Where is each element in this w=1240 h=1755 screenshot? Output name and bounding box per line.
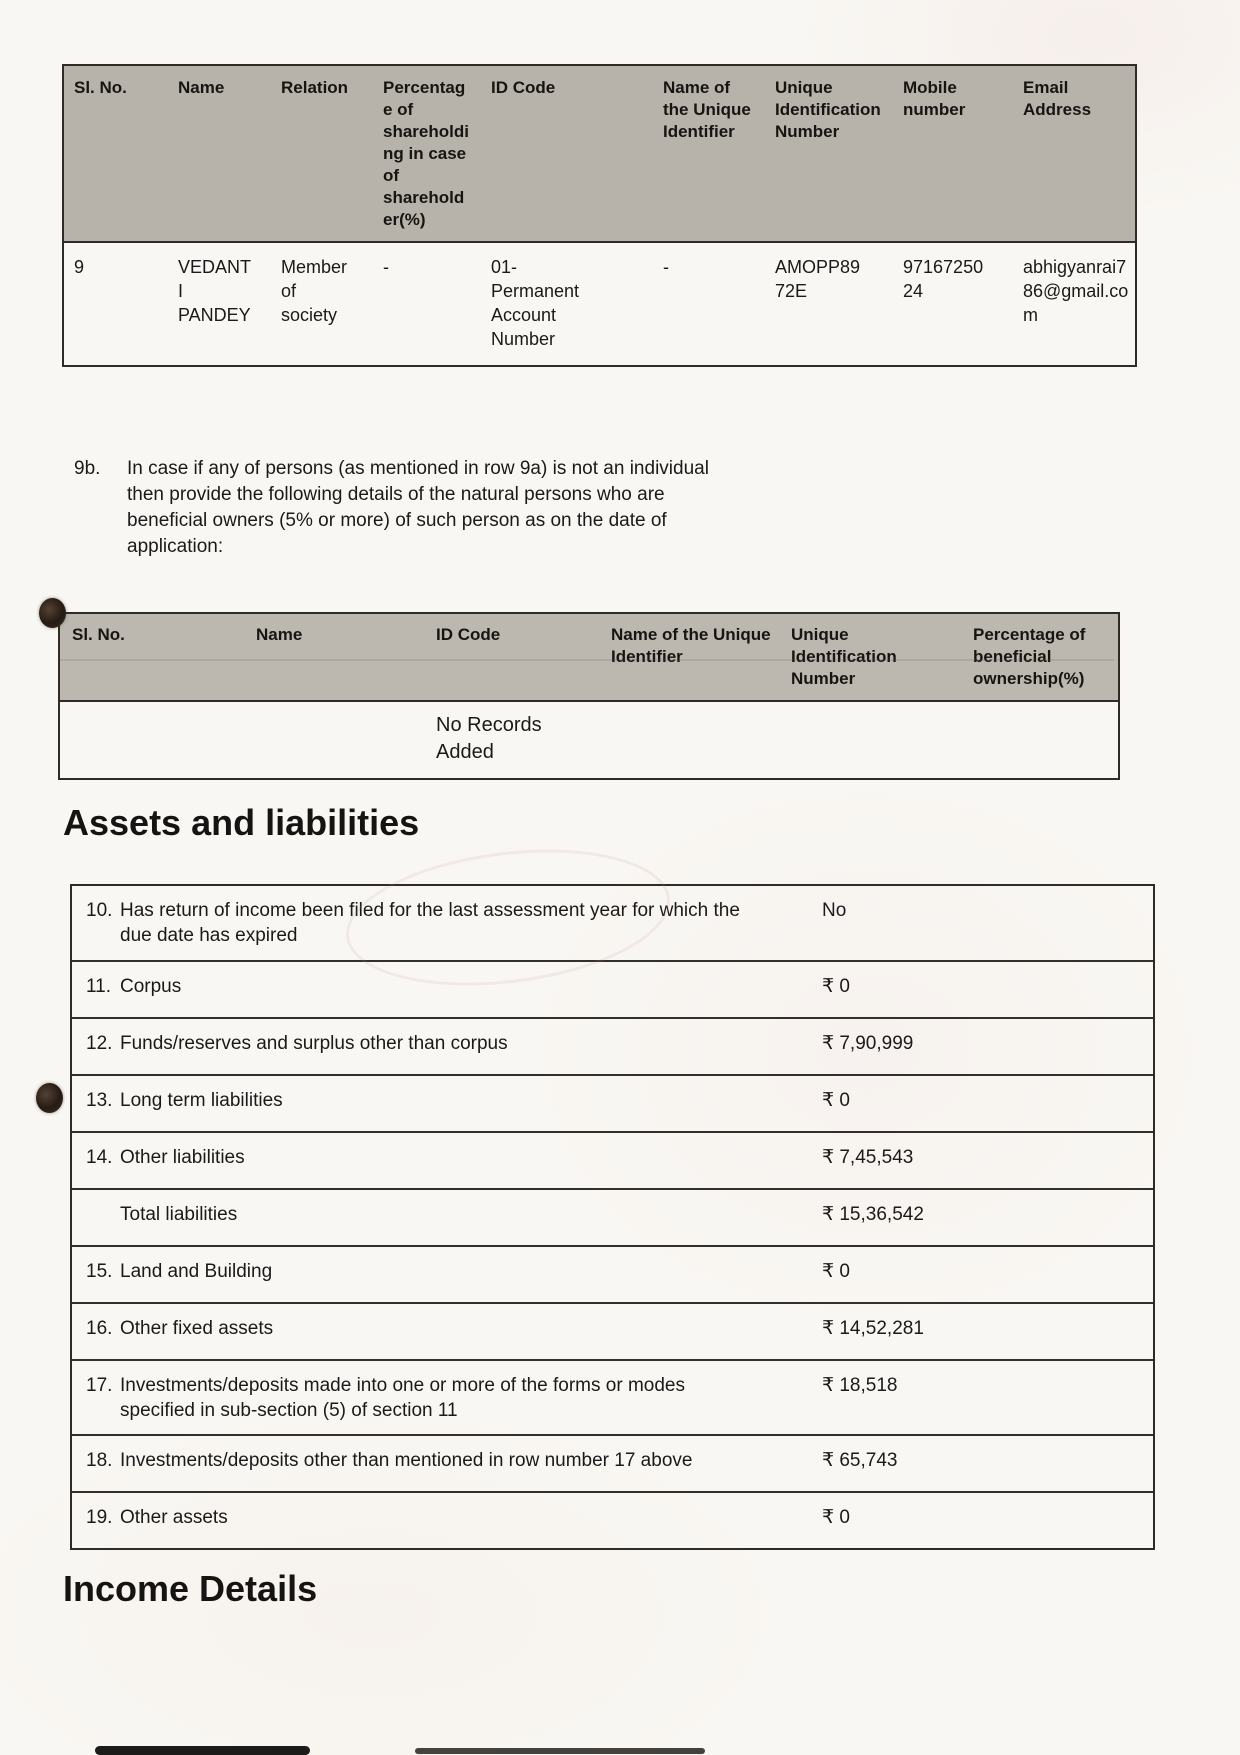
beneficial-owners-table [58, 612, 1120, 780]
question-9b [74, 456, 774, 560]
question-9b-number: 9b. [74, 458, 101, 479]
empty-cell [599, 701, 779, 779]
column-header-sl-no: Sl. No. [59, 613, 244, 701]
assets-row-12 [72, 1019, 1153, 1076]
member-row-9 [63, 242, 1136, 366]
row-label: Investments/deposits other than mentioned in row number 17 above [120, 1450, 693, 1471]
empty-cell [244, 701, 424, 779]
cell-sl-no: 9 [74, 257, 85, 277]
question-9b-text: In case if any of persons (as mentioned in row 9a) is not an individual then provide the following details of the natural persons who are beneficial owners (5% or more) of such person as on the date of application: [127, 458, 709, 557]
row-number: 10. [86, 900, 113, 921]
column-header-percentage: Percentage of shareholding in case of shareholder(%) [373, 65, 481, 242]
assets-liabilities-table [70, 884, 1155, 1550]
hole-punch-mark [39, 598, 66, 628]
row-number: 18. [86, 1450, 113, 1471]
column-header-id-code: ID Code [481, 65, 653, 242]
row-value: ₹ 65,743 [822, 1450, 898, 1471]
assets-row-11 [72, 962, 1153, 1019]
row-number: 19. [86, 1507, 113, 1528]
row-number: 12. [86, 1033, 113, 1054]
row-label: Total liabilities [120, 1204, 238, 1225]
hole-punch-mark [36, 1083, 63, 1113]
scan-edge-artifact [95, 1746, 310, 1755]
assets-row-14 [72, 1133, 1153, 1190]
cell-relation: Member of society [281, 257, 348, 325]
column-header-unique-identifier: Name of the Unique Identifier [653, 65, 765, 242]
cell-mobile: 9716725024 [903, 257, 984, 301]
column-header-relation: Relation [271, 65, 373, 242]
cell-percentage: - [383, 257, 389, 277]
row-value: No [822, 900, 847, 921]
scan-line-artifact [60, 659, 1114, 661]
assets-row-13 [72, 1076, 1153, 1133]
empty-cell [779, 701, 961, 779]
beneficial-owners-header-row [59, 613, 1119, 701]
row-value: ₹ 14,52,281 [822, 1318, 924, 1339]
assets-row-18 [72, 1436, 1153, 1493]
row-label: Funds/reserves and surplus other than corpus [120, 1033, 508, 1054]
row-value: ₹ 0 [822, 1090, 850, 1111]
assets-row-total-liabilities [72, 1190, 1153, 1247]
row-value: ₹ 7,45,543 [822, 1147, 914, 1168]
row-number: 15. [86, 1261, 113, 1282]
row-label: Other assets [120, 1507, 228, 1528]
empty-cell [59, 701, 244, 779]
column-header-id-code: ID Code [424, 613, 599, 701]
assets-row-16 [72, 1304, 1153, 1361]
scan-edge-artifact [415, 1748, 705, 1754]
column-header-uin: Unique Identification Number [765, 65, 893, 242]
row-value: ₹ 0 [822, 976, 850, 997]
row-label: Corpus [120, 976, 182, 997]
column-header-name: Name [244, 613, 424, 701]
cell-unique-identifier: - [663, 257, 669, 277]
cell-uin: AMOPP8972E [775, 257, 861, 301]
column-header-sl-no: Sl. No. [63, 65, 168, 242]
row-value: ₹ 15,36,542 [822, 1204, 924, 1225]
row-value: ₹ 18,518 [822, 1375, 898, 1396]
income-section-title: Income Details [63, 1568, 318, 1609]
row-value: ₹ 7,90,999 [822, 1033, 914, 1054]
row-value: ₹ 0 [822, 1261, 850, 1282]
members-table [62, 64, 1137, 367]
assets-row-17 [72, 1361, 1153, 1436]
no-records-message: No Records Added [436, 714, 542, 763]
row-label: Has return of income been filed for the last assessment year for which the due date has expired [120, 900, 740, 946]
column-header-email: Email Address [1013, 65, 1136, 242]
row-label: Investments/deposits made into one or more of the forms or modes specified in sub-section (5) of section 11 [120, 1375, 685, 1421]
column-header-unique-identifier: Name of the Unique Identifier [599, 613, 779, 701]
row-number: 13. [86, 1090, 113, 1111]
row-value: ₹ 0 [822, 1507, 850, 1528]
cell-email: abhigyanrai786@gmail.com [1023, 257, 1129, 325]
row-label: Land and Building [120, 1261, 273, 1282]
column-header-name: Name [168, 65, 271, 242]
cell-id-code: 01- Permanent Account Number [491, 257, 580, 349]
row-label: Other fixed assets [120, 1318, 274, 1339]
assets-row-19 [72, 1493, 1153, 1548]
row-label: Long term liabilities [120, 1090, 283, 1111]
cell-name: VEDANTI PANDEY [178, 257, 252, 325]
members-table-header-row [63, 65, 1136, 242]
column-header-uin: Unique Identification Number [779, 613, 961, 701]
assets-section-title: Assets and liabilities [63, 802, 420, 843]
row-number: 11. [86, 976, 112, 997]
assets-row-15 [72, 1247, 1153, 1304]
row-number: 17. [86, 1375, 113, 1396]
row-number: 14. [86, 1147, 113, 1168]
row-label: Other liabilities [120, 1147, 245, 1168]
row-number [86, 1202, 120, 1245]
beneficial-owners-empty-row [59, 701, 1119, 779]
column-header-mobile: Mobile number [893, 65, 1013, 242]
empty-cell [961, 701, 1119, 779]
column-header-beneficial-ownership: Percentage of beneficial ownership(%) [961, 613, 1119, 701]
row-number: 16. [86, 1318, 113, 1339]
